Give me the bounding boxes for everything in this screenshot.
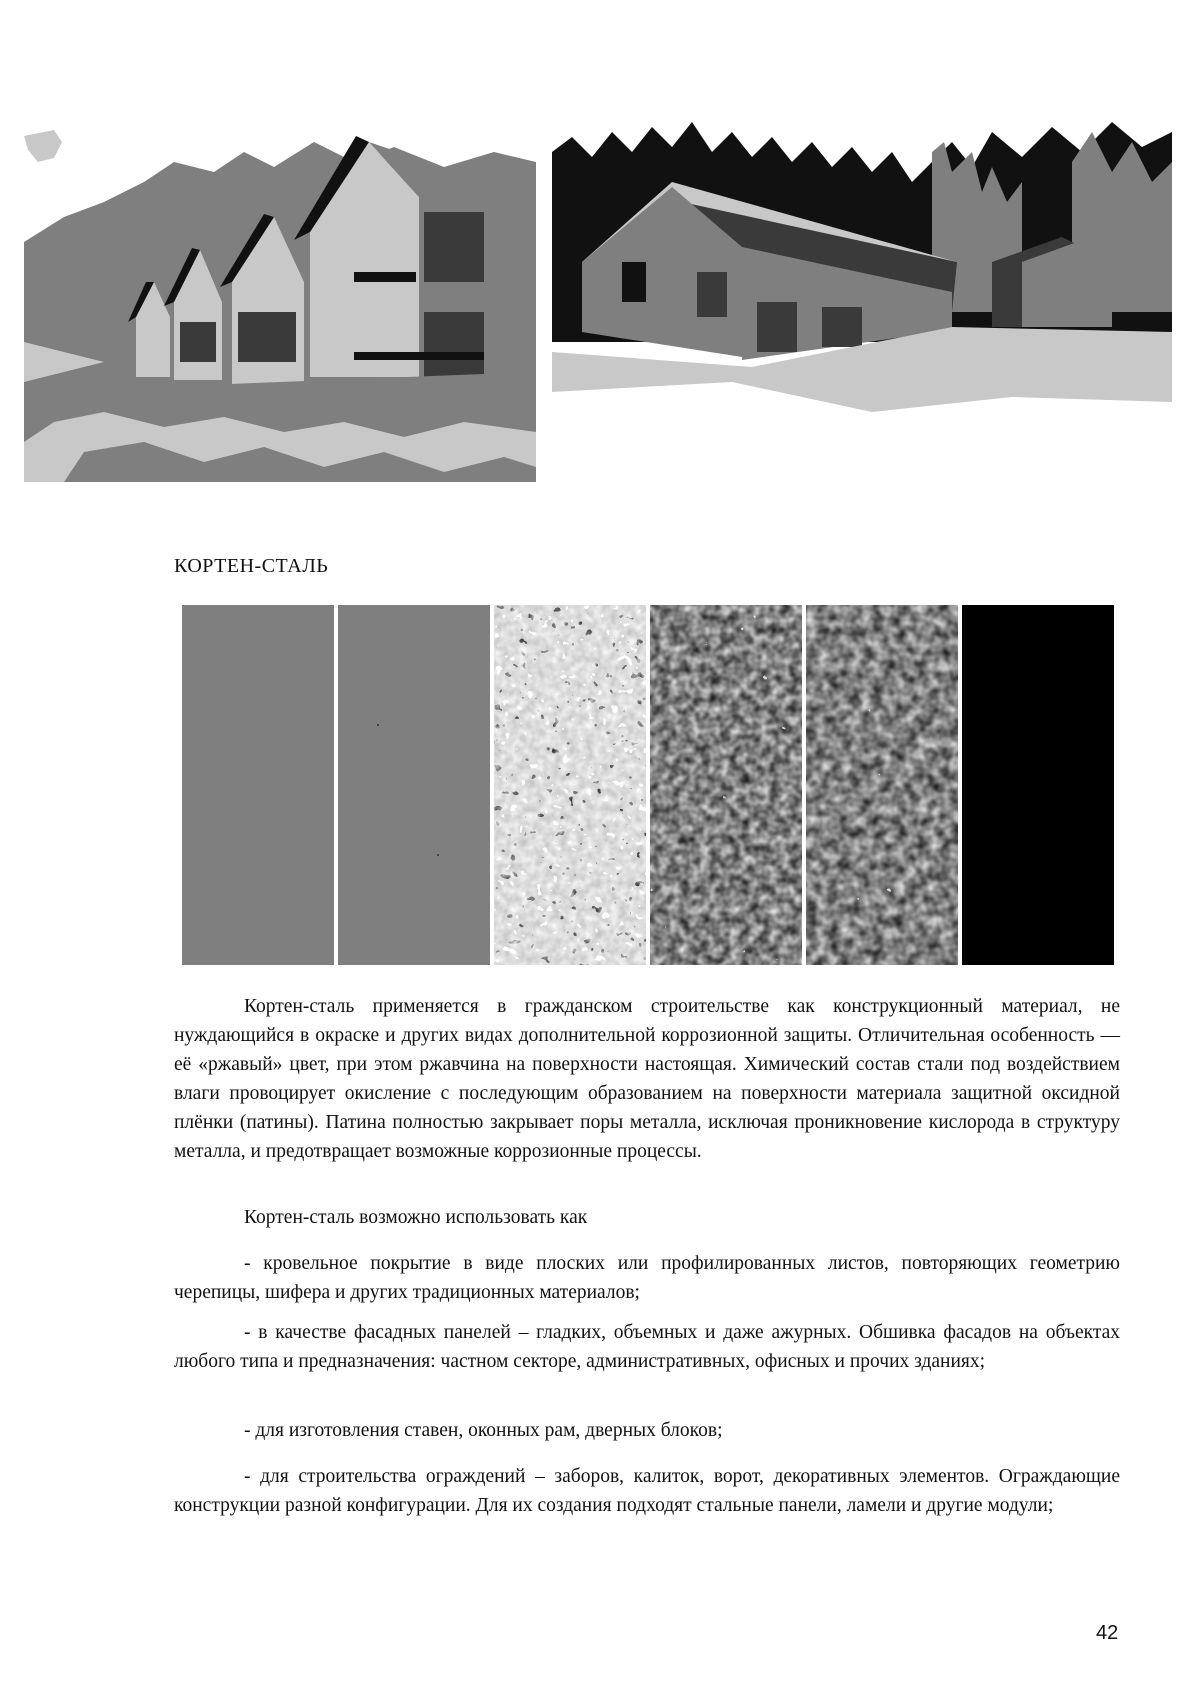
corten-patina-swatches <box>182 605 1114 965</box>
swatch-stage-5 <box>806 605 958 965</box>
swatch-stage-2 <box>338 605 490 965</box>
swatch-stage-3 <box>494 605 646 965</box>
swatch-stage-1 <box>182 605 334 965</box>
paragraph-use-fences <box>174 1462 1120 1520</box>
houses-mountain-photo <box>24 122 536 482</box>
paragraph-use-shutters <box>174 1416 1120 1445</box>
paragraph-text: Кортен-сталь применяется в гражданском строительстве как конструкционный материал, не нуждающийся в окраске и других видах дополнительной коррозионной защиты. Отличительная особенность — её «ржавый» цвет, при этом ржавчина на поверхности настоящая. Химический состав стали под воздействием влаги провоцирует окисление с последующим образованием на поверхности материала защитной оксидной плёнки (патины). Патина полностью закрывает поры металла, исключая проникновение кислорода в структуру металла, и предотвращает возможные коррозионные процессы. <box>174 996 1120 1162</box>
section-heading: КОРТЕН-СТАЛЬ <box>174 555 329 577</box>
paragraph-uses-lead <box>174 1203 1120 1232</box>
paragraph-text: - для изготовления ставен, оконных рам, дверных блоков; <box>244 1420 723 1441</box>
paragraph-use-facade <box>174 1318 1120 1376</box>
barn-winter-photo <box>552 112 1172 482</box>
paragraph-text: - кровельное покрытие в виде плоских или профилированных листов, повторяющих геометрию черепицы, шифера и других традиционных материалов; <box>174 1253 1120 1303</box>
swatch-stage-6 <box>962 605 1114 965</box>
paragraph-text: - в качестве фасадных панелей – гладких, объемных и даже ажурных. Обшивка фасадов на объектах любого типа и предназначения: частном секторе, административных, офисных и прочих зданиях; <box>174 1322 1120 1372</box>
paragraph-intro <box>174 992 1120 1166</box>
paragraph-text: Кортен-сталь возможно использовать как <box>244 1207 588 1228</box>
paragraph-use-roofing <box>174 1249 1120 1307</box>
paragraph-text: - для строительства ограждений – заборов, калиток, ворот, декоративных элементов. Ограждающие конструкции разной конфигурации. Для их создания подходят стальные панели, ламели и другие модули; <box>174 1466 1120 1516</box>
swatch-stage-4 <box>650 605 802 965</box>
page-number: 42 <box>1096 1622 1119 1644</box>
